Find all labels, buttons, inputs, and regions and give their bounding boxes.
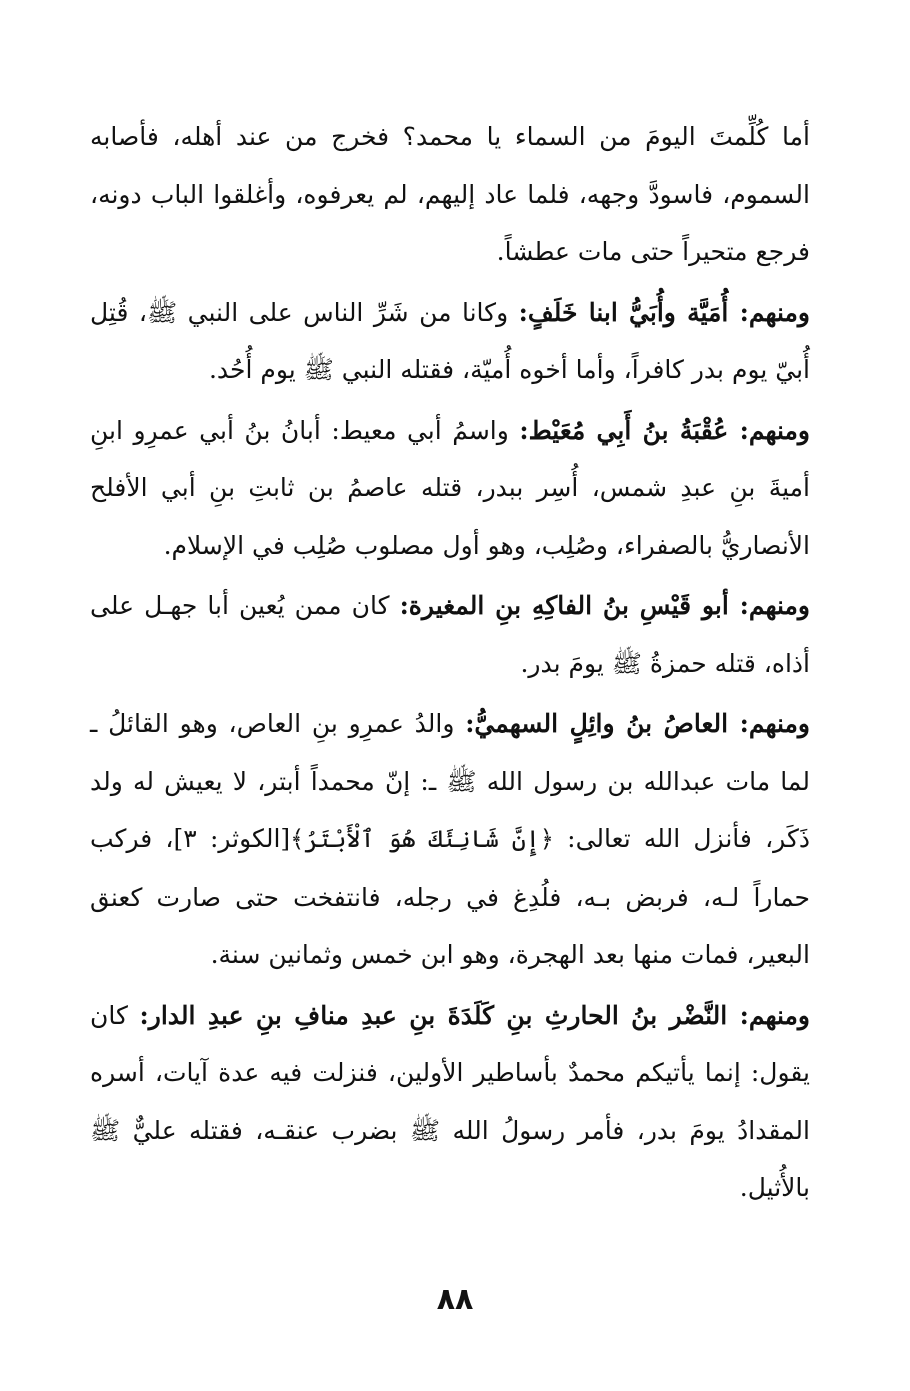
paragraph-6-heading: ومنهم: النَّضْر بنُ الحارثِ بنِ كَلَدَةَ بنِ عبدِ منافِ بنِ عبدِ الدار:	[139, 1000, 810, 1030]
paragraph-3-heading: ومنهم: عُقْبَةُ بنُ أَبِي مُعَيْط:	[519, 415, 810, 445]
paragraph-6	[90, 987, 810, 1217]
paragraph-4-heading: ومنهم: أبو قَيْسِ بنُ الفاكِهِ بنِ المغيرة:	[399, 591, 810, 620]
quran-verse: ﴿إِنَّ شَانِئَكَ هُوَ ٱلْأَبْتَرُ﴾	[290, 825, 554, 853]
page-number: ٨٨	[436, 1282, 474, 1317]
paragraph-4	[90, 577, 810, 692]
paragraph-3-text: واسمُ أبي معيط: أبانُ بنُ أبي عمرِو ابنِ أميةَ بنِ عبدِ شمس، أُسِر ببدر، قتله عاصمُ بن ثابتِ بنِ أبي الأفلح الأنصاريُّ بالصفراء، وصُلِب، وهو أول مصلوب صُلِب في الإسلام.	[90, 415, 810, 560]
paragraph-2-heading: ومنهم: أُمَيَّة وأُبَيُّ ابنا خَلَفٍ:	[518, 297, 810, 327]
paragraph-5	[90, 695, 810, 984]
paragraph-3	[90, 402, 810, 575]
paragraph-5-heading: ومنهم: العاصُ بنُ وائِلٍ السهميُّ:	[465, 709, 811, 738]
paragraph-6-text: كان يقول: إنما يأتيكم محمدٌ بأساطير الأولين، فنزلت فيه عدة آيات، أسره المقدادُ يومَ بدر، فأمر رسولُ الله ﷺ بضرب عنقـه، فقتله عليٌّ ﷺ بالأُثيل.	[90, 1000, 810, 1202]
paragraph-1-text: أما كُلِّمتَ اليومَ من السماء يا محمد؟ فخرج من عند أهله، فأصابه السموم، فاسودَّ وجهه، فلما عاد إليهم، لم يعرفوه، وأغلقوا الباب دونه، فرجع متحيراً حتى مات عطشاً.	[90, 122, 810, 266]
paragraph-2-text: وكانا من شَرِّ الناس على النبي ﷺ، قُتِل أُبيّ يوم بدر كافراً، وأما أخوه أُميّة، فقتله النبي ﷺ يوم أُحُد.	[90, 297, 810, 384]
paragraph-5-tail: [الكوثر: ٣]، فركب حماراً لـه، فربض بـه، فلُدِغ في رجله، فانتفخت حتى صارت كعنق البعير، فمات منها بعد الهجرة، وهو ابن خمس وثمانين سنة.	[90, 824, 810, 969]
paragraph-2	[90, 284, 810, 399]
paragraph-5-text: والدُ عمرِو بنِ العاص، وهو القائلُ ـ لما مات عبدالله بن رسول الله ﷺ ـ: إنّ محمداً أبتر، لا يعيش له ولد ذَكَر، فأنزل الله تعالى:	[90, 709, 810, 853]
page-body	[90, 108, 810, 1220]
paragraph-1	[90, 108, 810, 281]
paragraph-4-text: كان ممن يُعين أبا جهـل على أذاه، قتله حمزةُ ﷺ يومَ بدر.	[90, 591, 810, 678]
